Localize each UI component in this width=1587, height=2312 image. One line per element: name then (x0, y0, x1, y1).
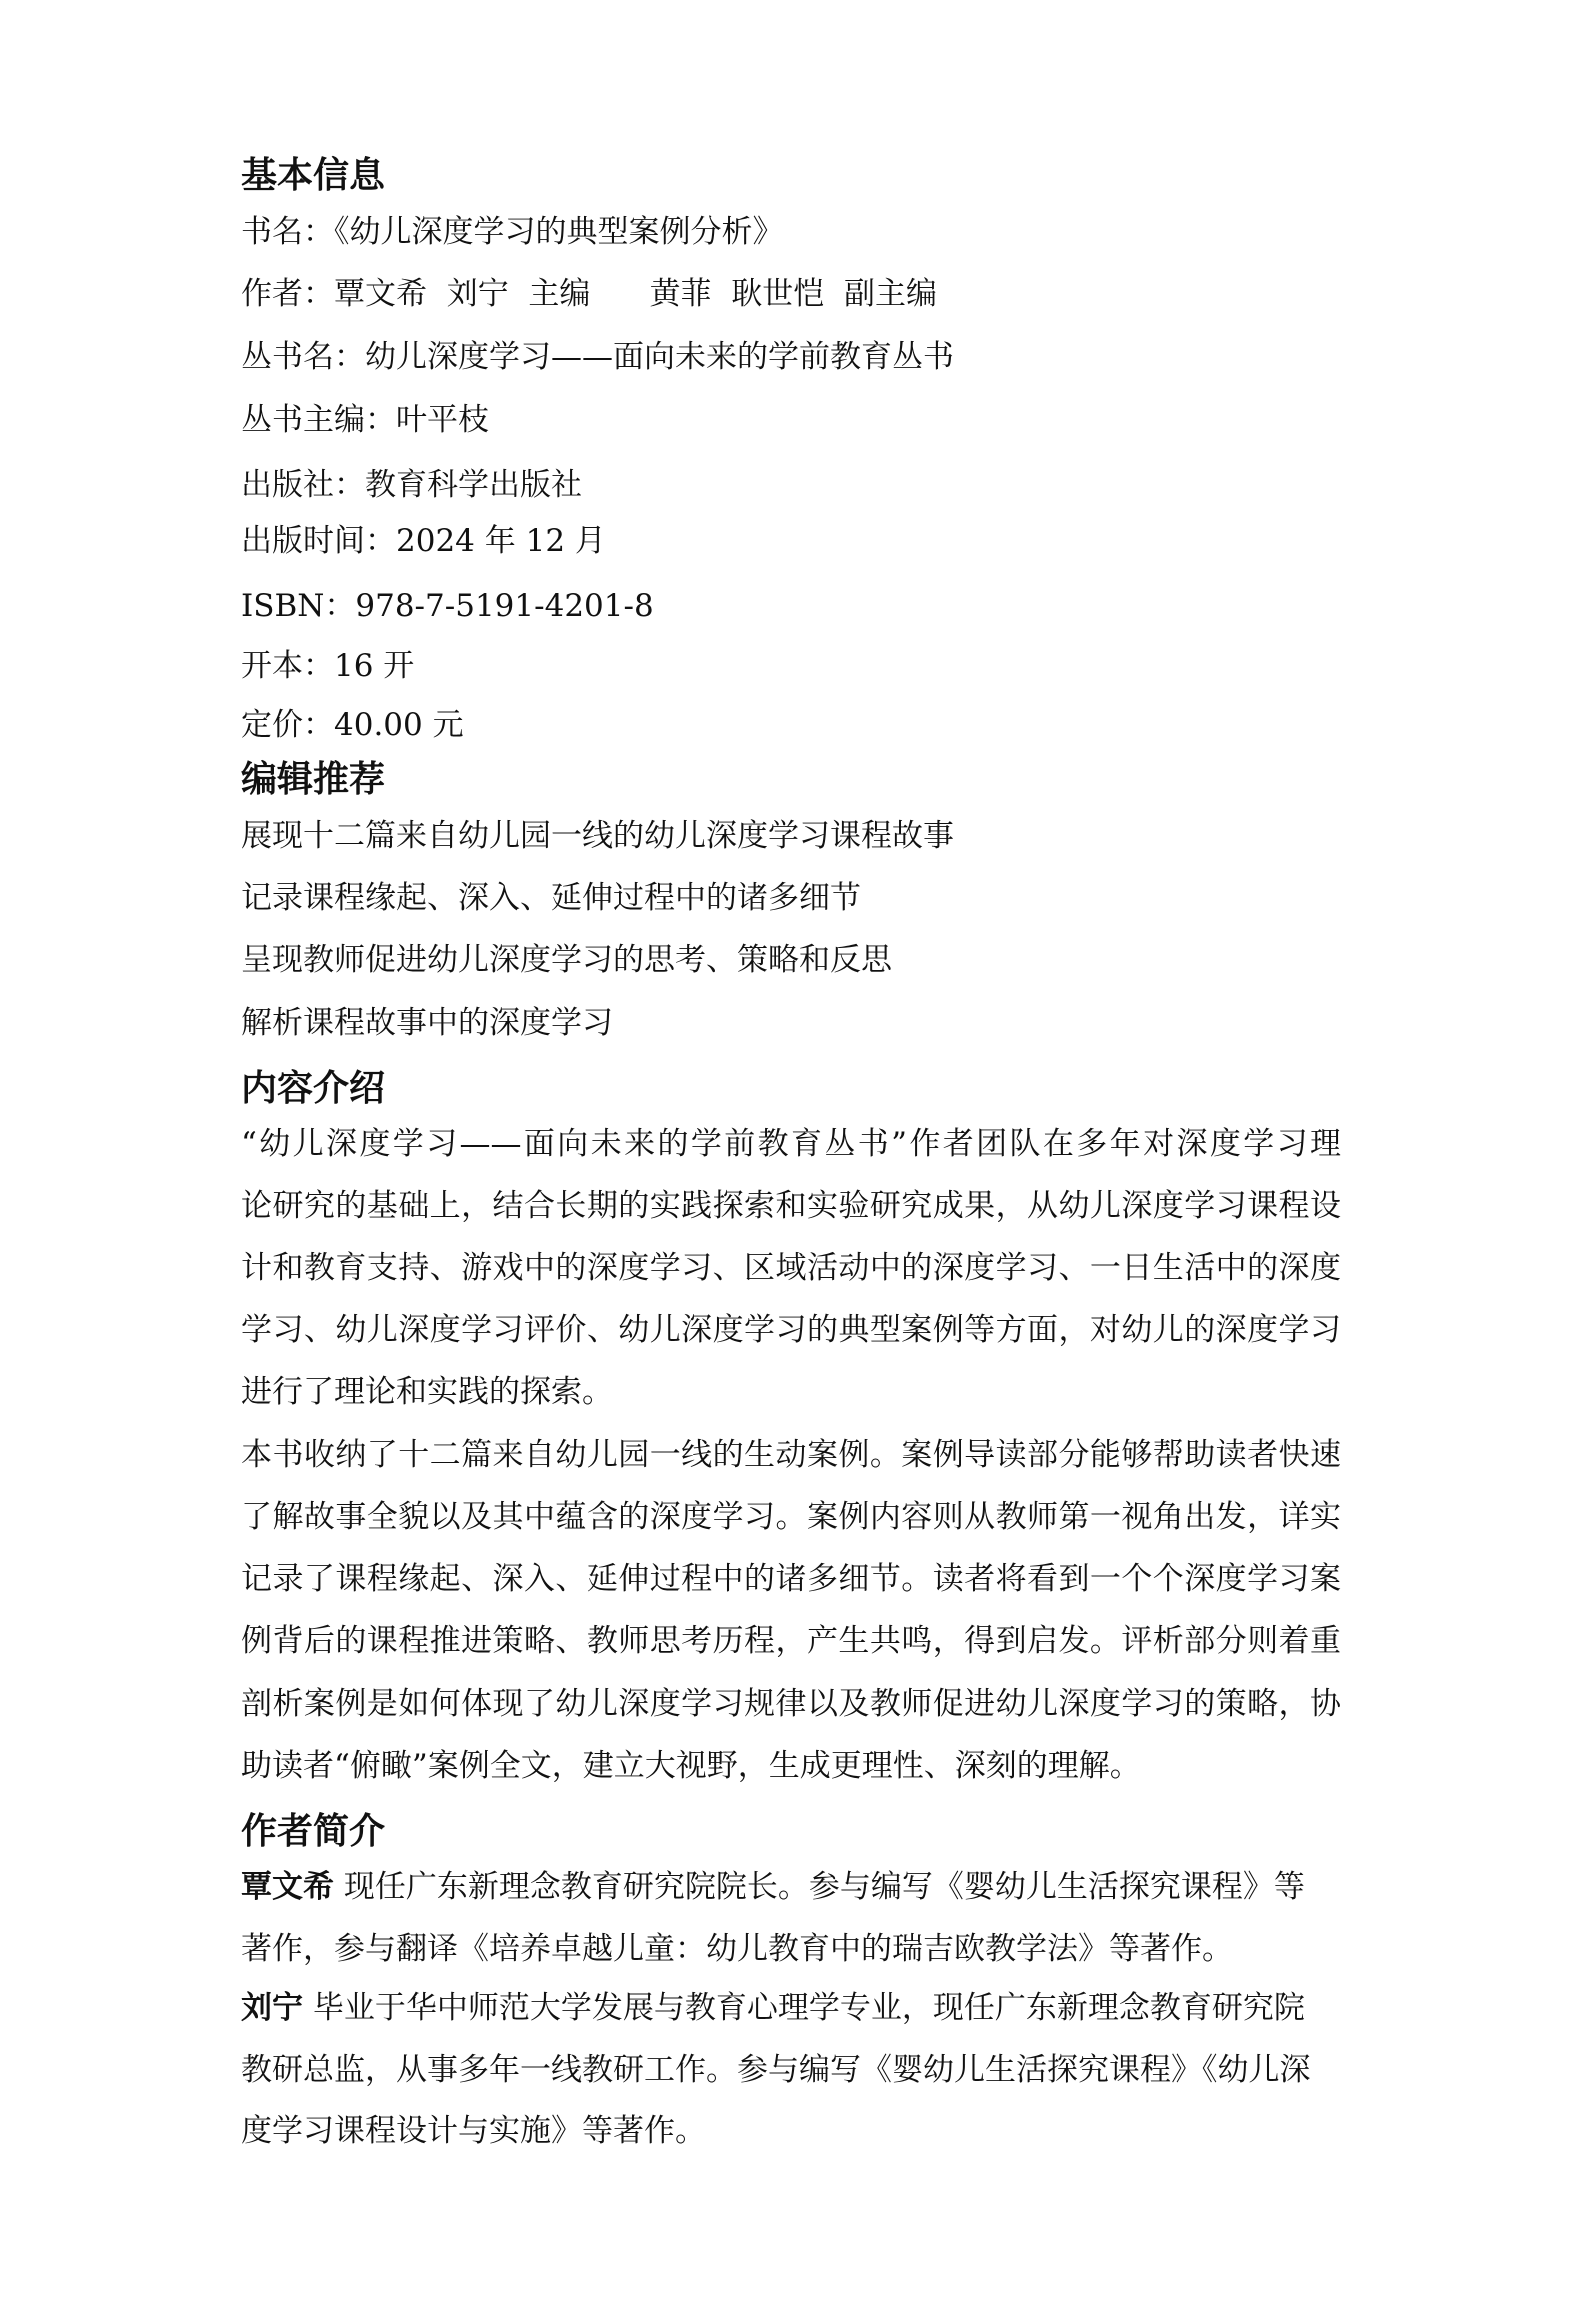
content-line: 了解故事全貌以及其中蕴含的深度学习。案例内容则从教师第一视角出发，详实 (241, 1499, 1341, 1535)
content-line: 记录了课程缘起、深入、延伸过程中的诸多细节。读者将看到一个个深度学习案 (241, 1561, 1341, 1597)
author-2-line: 度学习课程设计与实施》等著作。 (241, 2113, 706, 2149)
author-1-line (241, 1865, 1305, 1909)
info-isbn: ISBN：978-7-5191-4201-8 (241, 588, 654, 624)
author-2-line (241, 1986, 1305, 2030)
heading-content: 内容介绍 (241, 1068, 386, 1109)
author-1-name: 覃文希 (241, 1869, 334, 1905)
content-line: 论研究的基础上，结合长期的实践探索和实验研究成果，从幼儿深度学习课程设 (241, 1188, 1341, 1224)
heading-recommend: 编辑推荐 (241, 759, 386, 800)
info-series-editor: 丛书主编：叶平枝 (241, 402, 489, 438)
recommend-item: 记录课程缘起、深入、延伸过程中的诸多细节 (241, 880, 861, 916)
content-line: 剖析案例是如何体现了幼儿深度学习规律以及教师促进幼儿深度学习的策略，协 (241, 1686, 1341, 1722)
author-2-bio: 毕业于华中师范大学发展与教育心理学专业，现任广东新理念教育研究院 (312, 1990, 1305, 2026)
info-date: 出版时间：2024 年 12 月 (241, 523, 606, 559)
info-series: 丛书名：幼儿深度学习——面向未来的学前教育丛书 (241, 339, 954, 375)
info-price: 定价：40.00 元 (241, 707, 464, 743)
author-2-name: 刘宁 (241, 1990, 303, 2026)
info-authors: 作者：覃文希 刘宁 主编 黄菲 耿世恺 副主编 (241, 276, 937, 312)
info-publisher: 出版社：教育科学出版社 (241, 467, 582, 503)
content-line: 计和教育支持、游戏中的深度学习、区域活动中的深度学习、一日生活中的深度 (241, 1250, 1341, 1286)
heading-authors: 作者简介 (241, 1811, 386, 1852)
info-title: 书名：《幼儿深度学习的典型案例分析》 (241, 214, 784, 250)
content-line: 学习、幼儿深度学习评价、幼儿深度学习的典型案例等方面，对幼儿的深度学习 (241, 1312, 1341, 1348)
recommend-item: 呈现教师促进幼儿深度学习的思考、策略和反思 (241, 942, 892, 978)
content-line: 例背后的课程推进策略、教师思考历程，产生共鸣，得到启发。评析部分则着重 (241, 1623, 1341, 1659)
recommend-item: 解析课程故事中的深度学习 (241, 1005, 613, 1041)
author-1-bio: 现任广东新理念教育研究院院长。参与编写《婴幼儿生活探究课程》等 (343, 1869, 1305, 1905)
recommend-item: 展现十二篇来自幼儿园一线的幼儿深度学习课程故事 (241, 818, 954, 854)
content-line: “幼儿深度学习——面向未来的学前教育丛书”作者团队在多年对深度学习理 (241, 1126, 1341, 1162)
heading-basic-info: 基本信息 (241, 155, 386, 196)
author-2-line: 教研总监，从事多年一线教研工作。参与编写《婴幼儿生活探究课程》《幼儿深 (241, 2052, 1311, 2088)
author-1-line: 著作，参与翻译《培养卓越儿童：幼儿教育中的瑞吉欧教学法》等著作。 (241, 1931, 1233, 1967)
info-format: 开本：16 开 (241, 648, 415, 684)
content-line: 助读者“俯瞰”案例全文，建立大视野，生成更理性、深刻的理解。 (241, 1748, 1141, 1784)
content-line: 进行了理论和实践的探索。 (241, 1374, 613, 1410)
content-line: 本书收纳了十二篇来自幼儿园一线的生动案例。案例导读部分能够帮助读者快速 (241, 1437, 1341, 1473)
